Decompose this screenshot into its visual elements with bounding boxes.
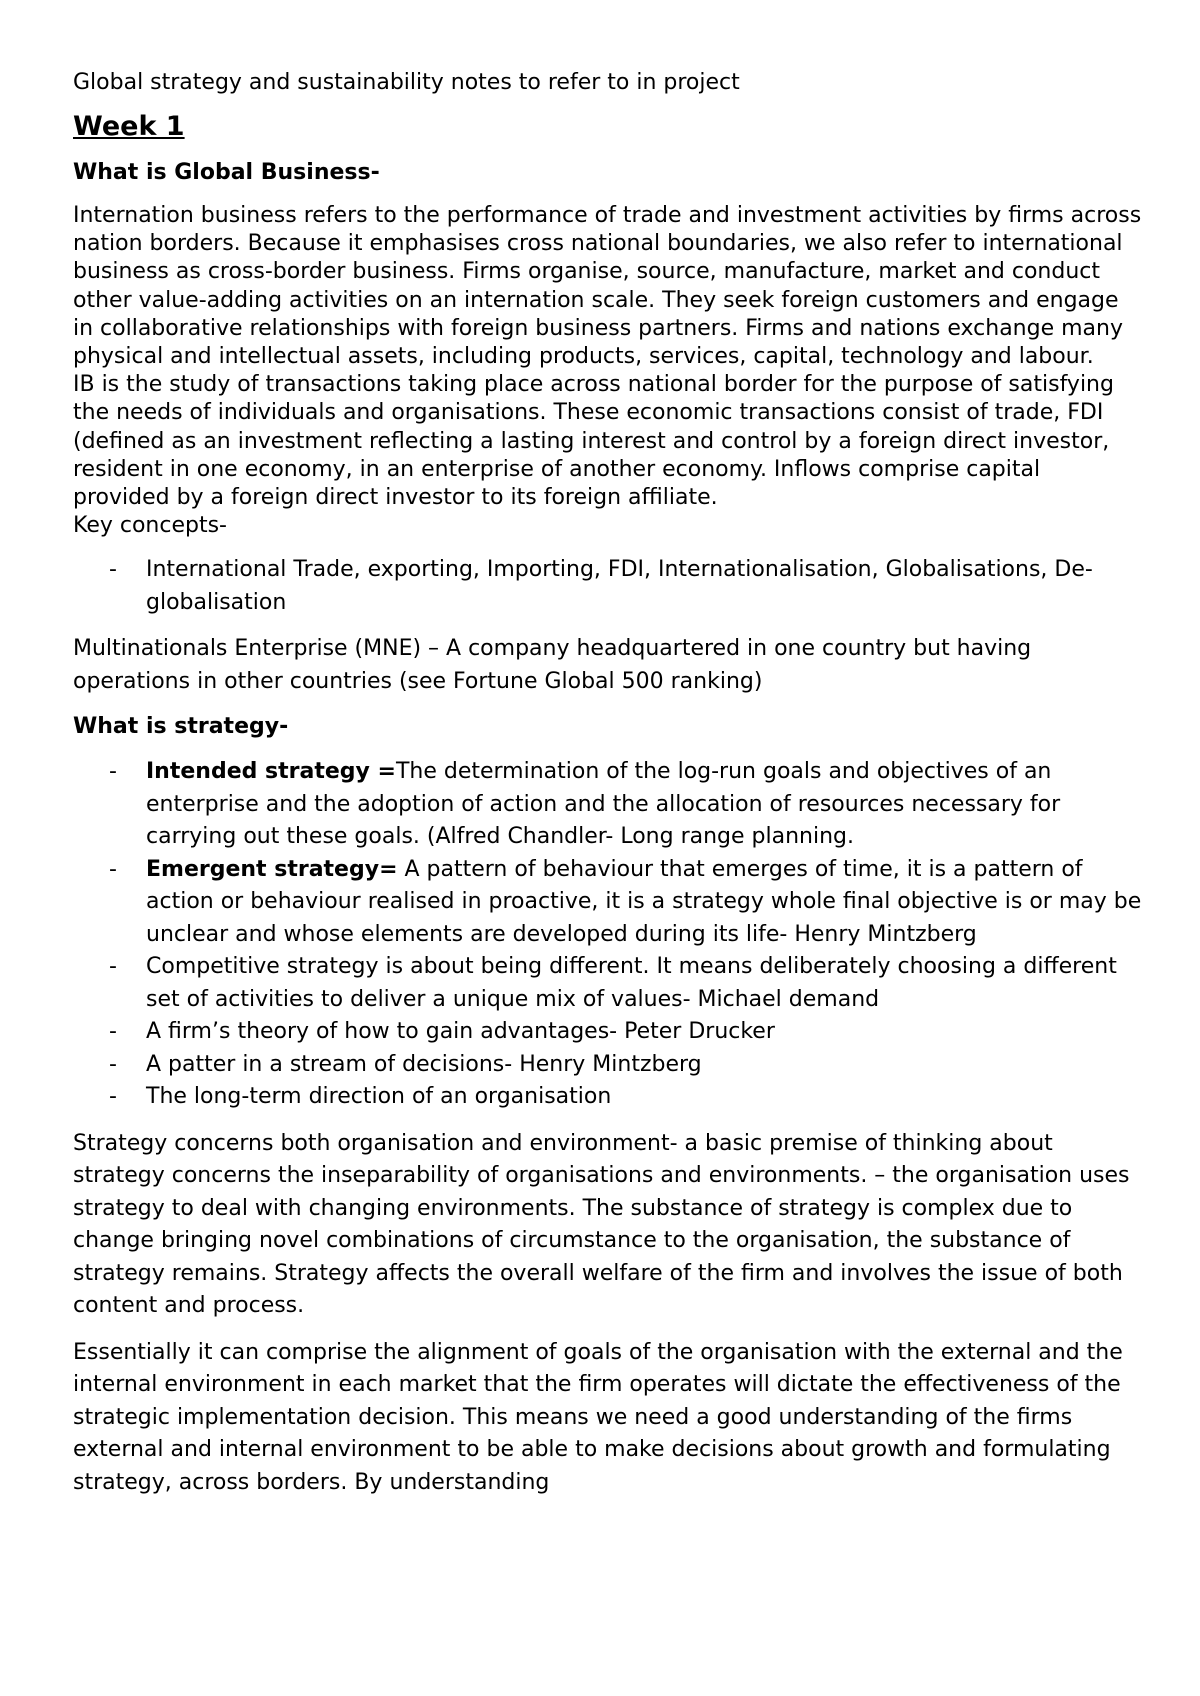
section-heading-global-business: What is Global Business- — [73, 160, 380, 185]
section-heading-strategy: What is strategy- — [73, 714, 289, 740]
list-item — [73, 854, 1143, 952]
paragraph-strategy-environment: Strategy concerns both organisation and environment- a basic premise of thinking about strategy concerns the inseparability of organisations and environments. – the organisation uses strategy to deal with changing environments. The substance of strategy is complex due to change bringing novel combinations of circumstance to the organisation, the substance of strategy remains. Strategy affects the overall welfare of the firm and involves the issue of both content and process. — [73, 1130, 1130, 1319]
week-heading: Week 1 — [73, 111, 185, 142]
paragraph-international-business: Internation business refers to the performance of trade and investment activities by firms across nation borders. Because it emphasises cross national boundaries, we also refer to international business as cross-border business. Firms organise, source, manufacture, market and conduct other value-adding activities on an internation scale. They seek foreign customers and engage in collaborative relationships with foreign business partners. Firms and nations exchange many physical and intellectual assets, including products, services, capital, technology and labour. — [73, 203, 1142, 370]
document-title: Global strategy and sustainability notes to refer to in project — [73, 70, 740, 95]
list-item: - Competitive strategy is about being different. It means deliberately choosing a different set of activities to deliver a unique mix of values- Michael demand — [73, 951, 1143, 1016]
list-item: - A patter in a stream of decisions- Henry Mintzberg — [73, 1049, 1143, 1082]
term-intended-strategy: Intended strategy = — [146, 759, 396, 785]
strategy-definitions-list — [73, 756, 1143, 1114]
key-concepts-list — [73, 554, 1143, 619]
list-item: - A firm’s theory of how to gain advantages- Peter Drucker — [73, 1016, 1143, 1049]
paragraph-mne: Multinationals Enterprise (MNE) – A company headquartered in one country but having operations in other countries (see Fortune Global 500 ranking) — [73, 636, 1032, 694]
term-emergent-strategy: Emergent strategy= — [146, 856, 398, 882]
paragraph-strategy-alignment: Essentially it can comprise the alignment of goals of the organisation with the external and the internal environment in each market that the firm operates will dictate the effectiveness of the strategic implementation decision. This means we need a good understanding of the firms external and internal environment to be able to make decisions about growth and formulating strategy, across borders. By understanding — [73, 1339, 1123, 1495]
list-item: - The long-term direction of an organisation — [73, 1081, 1143, 1114]
definition-text: A pattern of behaviour that emerges of time, it is a pattern of action or behaviour realised in proactive, it is a strategy whole final objective is or may be unclear and whose elements are developed during its life- Henry Mintzberg — [146, 856, 1142, 947]
paragraph-ib-definition: IB is the study of transactions taking place across national border for the purpose of satisfying the needs of individuals and organisations. These economic transactions consist of trade, FDI (defined as an investment reflecting a lasting interest and control by a foreign direct investor, resident in one economy, in an enterprise of another economy. Inflows comprise capital provided by a foreign direct investor to its foreign affiliate. — [73, 372, 1114, 511]
list-item: - International Trade, exporting, Importing, FDI, Internationalisation, Globalisations, De-globalisation — [73, 554, 1143, 619]
list-item — [73, 756, 1143, 854]
key-concepts-label: Key concepts- — [73, 513, 227, 539]
document-body — [73, 68, 1143, 1499]
definition-text: The determination of the log-run goals and objectives of an enterprise and the adoption of action and the allocation of resources necessary for carrying out these goals. (Alfred Chandler- Long range planning. — [146, 759, 1061, 850]
